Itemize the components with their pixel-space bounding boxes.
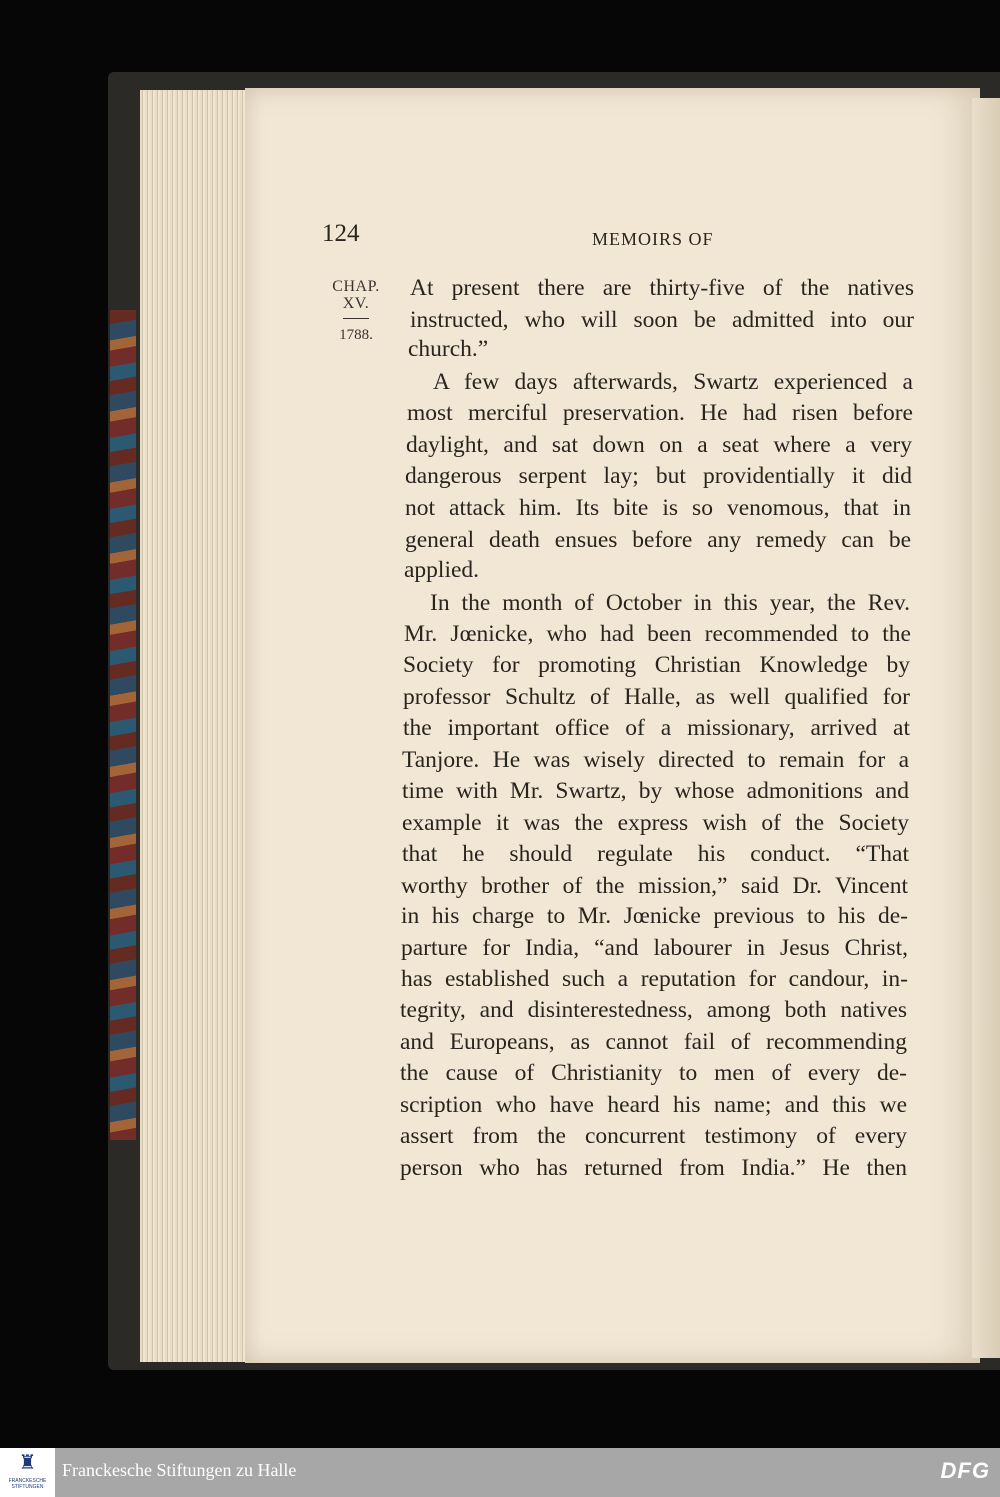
text-line: time with Mr. Swartz, by whose admonitions and [402,778,909,804]
text-line: that he should regulate his conduct. “That [402,841,909,867]
text-line: worthy brother of the mission,” said Dr. Vincent [401,873,908,899]
text-line: in his charge to Mr. Jœnicke previous to his de- [401,903,908,929]
text-line: not attack him. Its bite is so venomous, that in [405,495,911,521]
text-line: the cause of Christianity to men of every de- [400,1060,907,1086]
text-line: dangerous serpent lay; but providentially it did [405,463,912,489]
text-line: the important office of a missionary, arrived at [403,715,910,741]
text-line: Tanjore. He was wisely directed to remain for a [402,747,909,773]
margin-year: 1788. [339,327,373,343]
text-line: professor Schultz of Halle, as well qualified for [403,684,910,710]
text-line: instructed, who will soon be admitted into our [410,307,914,333]
text-line: tegrity, and disinterestedness, among both natives [400,997,907,1023]
text-line: Mr. Jœnicke, who had been recommended to the [404,621,911,647]
franckesche-logo[interactable] [0,1448,55,1497]
text-line: most merciful preservation. He had risen before [407,400,913,426]
page-number: 124 [322,220,360,247]
text-line: general death ensues before any remedy can be [405,527,911,553]
text-line: has established such a reputation for candour, in- [401,966,908,992]
viewer-footer [0,1448,1000,1497]
dfg-logo[interactable]: DFG [940,1458,990,1483]
margin-chapter-number: XV. [342,295,370,312]
text-line: and Europeans, as cannot fail of recommending [400,1029,907,1055]
margin-note [328,278,384,344]
text-line: example it was the express wish of the Society [402,810,909,836]
logo-caption: FRANCKESCHE STIFTUNGEN [8,1478,47,1490]
text-line: A few days afterwards, Swartz experienced a [433,369,913,395]
marbled-endpaper [110,310,136,1140]
text-line: In the month of October in this year, the Rev. [430,590,910,616]
text-line: Society for promoting Christian Knowledge by [403,652,910,678]
text-line: applied. [404,557,480,583]
page-edges [140,90,260,1362]
text-line: person who has returned from India.” He then [400,1155,907,1181]
text-line: church.” [408,336,489,362]
text-line: daylight, and sat down on a seat where a very [406,432,912,458]
facing-page-edge [972,98,1000,1358]
text-line: scription who have heard his name; and this we [400,1092,907,1118]
margin-rule [343,318,369,319]
institution-name: Franckesche Stiftungen zu Halle [62,1460,297,1480]
margin-chapter: CHAP. [332,278,380,295]
building-icon: ♜ [18,1452,37,1474]
text-line: At present there are thirty-five of the natives [410,275,914,301]
text-line: assert from the concurrent testimony of every [400,1123,907,1149]
text-line: parture for India, “and labourer in Jesus Christ, [401,935,908,961]
running-head: MEMOIRS OF [592,229,714,249]
